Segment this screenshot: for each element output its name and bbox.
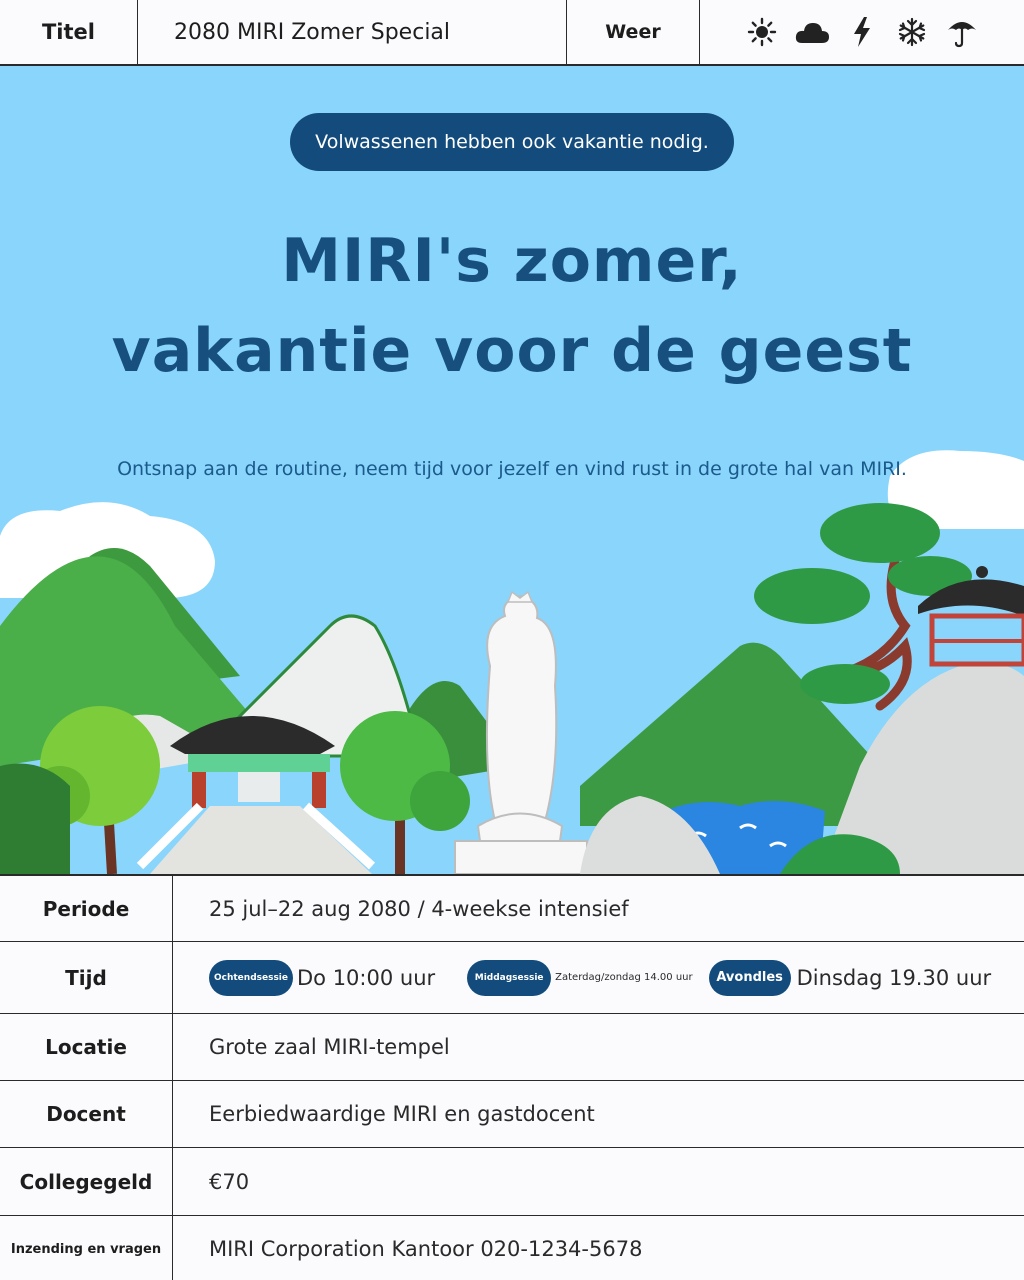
cloud-icon[interactable] xyxy=(794,14,830,50)
row-fee xyxy=(0,1148,1024,1216)
afternoon-session-badge: Middagsessie xyxy=(467,960,551,996)
evening-class-time: Dinsdag 19.30 uur xyxy=(796,965,992,990)
row-period xyxy=(0,876,1024,942)
time-label: Tijd xyxy=(0,942,173,1013)
sun-icon[interactable] xyxy=(744,14,780,50)
poster-banner xyxy=(0,66,1024,874)
info-table xyxy=(0,874,1024,1280)
row-time xyxy=(0,942,1024,1014)
afternoon-session-time: Zaterdag/zondag 14.00 uur xyxy=(555,972,693,983)
time-values xyxy=(173,942,1024,1013)
headline-line2: vakantie voor de geest xyxy=(111,316,913,386)
title-value: 2080 MIRI Zomer Special xyxy=(138,0,567,64)
umbrella-icon[interactable] xyxy=(944,14,980,50)
title-label: Titel xyxy=(0,0,138,64)
row-location xyxy=(0,1014,1024,1081)
tagline-pill: Volwassenen hebben ook vakantie nodig. xyxy=(290,113,734,171)
weather-icons xyxy=(700,0,1024,64)
row-teacher xyxy=(0,1081,1024,1148)
location-value: Grote zaal MIRI-tempel xyxy=(209,1035,450,1059)
fee-value: €70 xyxy=(209,1169,250,1194)
teacher-value: Eerbiedwaardige MIRI en gastdocent xyxy=(209,1102,595,1126)
subline: Ontsnap aan de routine, neem tijd voor jezelf en vind rust in de grote hal van MIRI. xyxy=(117,458,907,480)
morning-session-badge: Ochtendsessie xyxy=(209,960,293,996)
header-bar xyxy=(0,0,1024,66)
headline-line1: MIRI's zomer, xyxy=(281,226,743,296)
contact-value: MIRI Corporation Kantoor 020-1234-5678 xyxy=(209,1237,643,1261)
contact-label: Inzending en vragen xyxy=(0,1216,173,1280)
row-contact xyxy=(0,1216,1024,1280)
teacher-label: Docent xyxy=(0,1081,173,1147)
period-value: 25 jul–22 aug 2080 / 4-weekse intensief xyxy=(209,896,629,921)
lightning-icon[interactable] xyxy=(844,14,880,50)
morning-session-time: Do 10:00 uur xyxy=(297,965,436,990)
evening-class-badge: Avondles xyxy=(709,960,791,996)
location-label: Locatie xyxy=(0,1014,173,1080)
weather-label: Weer xyxy=(567,0,700,64)
snowflake-icon[interactable] xyxy=(894,14,930,50)
fee-label: Collegegeld xyxy=(0,1148,173,1215)
period-label: Periode xyxy=(0,876,173,941)
